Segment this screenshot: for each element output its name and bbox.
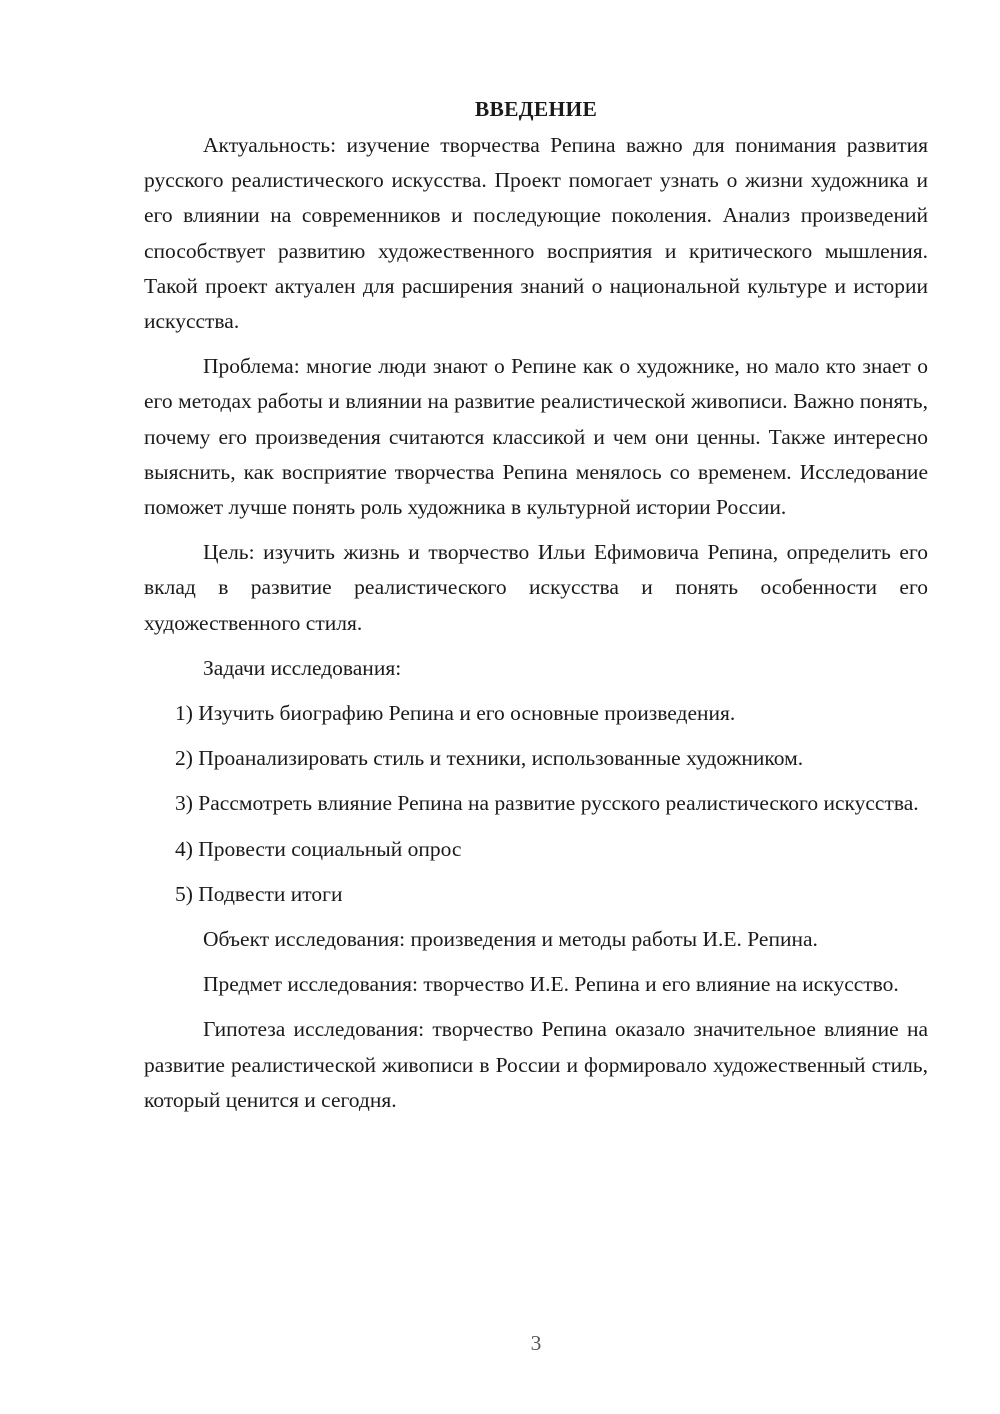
list-item: 3) Рассмотреть влияние Репина на развитие русского реалистического искусства. [175, 791, 919, 816]
document-page [144, 92, 928, 1128]
list-item: 2) Проанализировать стиль и техники, использованные художником. [175, 746, 804, 771]
list-item: 4) Провести социальный опрос [175, 836, 462, 861]
paragraph-relevance: Актуальность: изучение творчества Репина важно для понимания развития русского реалистического искусства. Проект помогает узнать о жизни художника и его влиянии на современников и последующие поколения. Анализ произведений способствует развитию художественного восприятия и критического мышления. Такой проект актуален для расширения знаний о национальной культуре и истории искусства. [144, 133, 928, 334]
paragraph-hypothesis: Гипотеза исследования: творчество Репина оказало значительное влияние на развитие реалистической живописи в России и формировало художественный стиль, который ценится и сегодня. [144, 1017, 928, 1112]
tasks-heading: Задачи исследования: [203, 655, 402, 680]
list-item: 5) Подвести итоги [175, 881, 343, 906]
page-number: 3 [530, 1331, 542, 1355]
paragraph-goal: Цель: изучить жизнь и творчество Ильи Ефимовича Репина, определить его вклад в развитие реалистического искусства и понять особенности его художественного стиля. [144, 540, 928, 635]
page-title: ВВЕДЕНИЕ [474, 97, 598, 121]
paragraph-subject: Предмет исследования: творчество И.Е. Репина и его влияние на искусство. [203, 972, 899, 997]
list-item: 1) Изучить биографию Репина и его основные произведения. [175, 701, 736, 726]
paragraph-object: Объект исследования: произведения и методы работы И.Е. Репина. [203, 927, 818, 952]
paragraph-problem: Проблема: многие люди знают о Репине как о художнике, но мало кто знает о его методах работы и влиянии на развитие реалистической живописи. Важно понять, почему его произведения считаются классикой и чем они ценны. Также интересно выяснить, как восприятие творчества Репина менялось со временем. Исследование поможет лучше понять роль художника в культурной истории России. [144, 354, 928, 520]
